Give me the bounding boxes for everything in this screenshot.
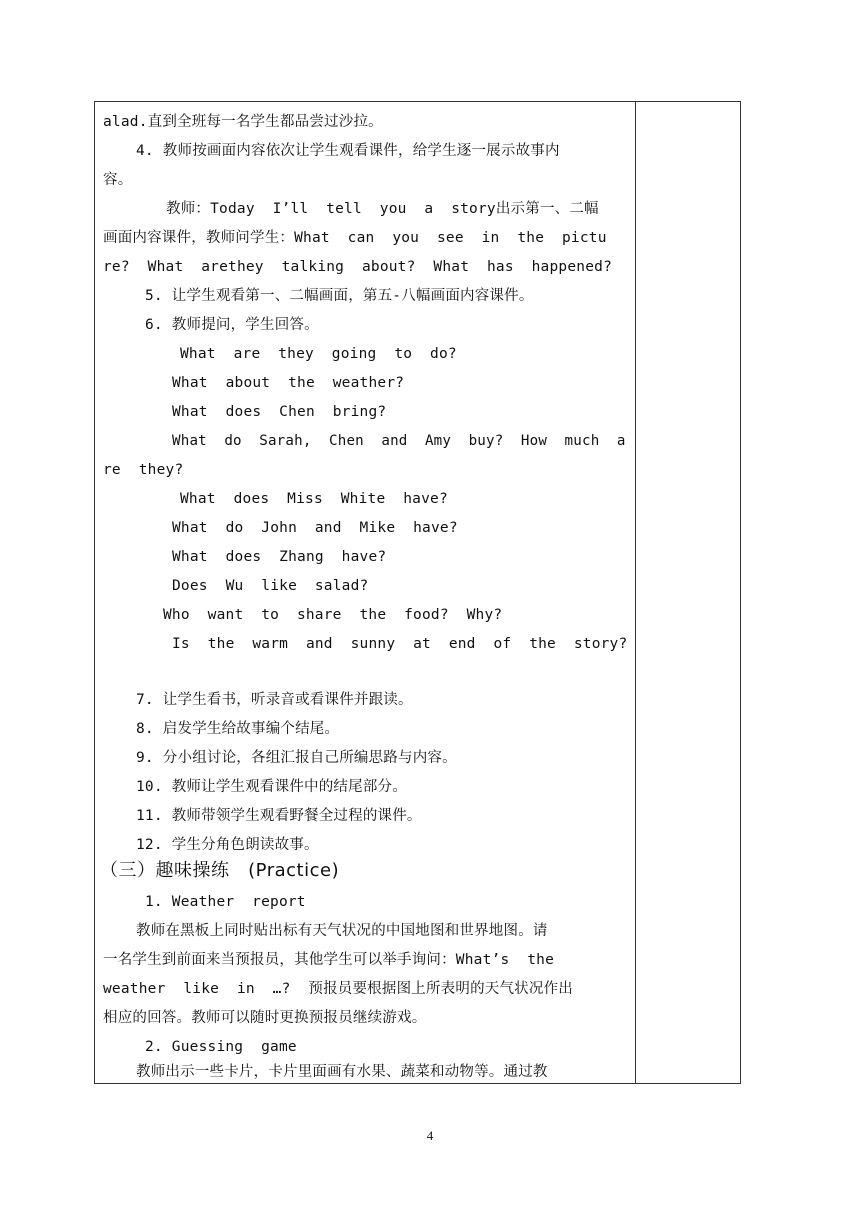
question-line: What does Miss White have? xyxy=(180,491,448,507)
text-line: 2. Guessing game xyxy=(145,1039,297,1055)
question-line: What about the weather? xyxy=(172,375,405,391)
question-line: What do Sarah, Chen and Amy buy? How much a xyxy=(172,433,626,449)
text-line: 教师出示一些卡片，卡片里面画有水果、蔬菜和动物等。通过教 xyxy=(136,1064,548,1080)
section-heading: （三）趣味操练 (Practice) xyxy=(100,860,340,881)
text-line: 5. 让学生观看第一、二幅画面，第五-八幅画面内容课件。 xyxy=(145,288,534,304)
text-line: weather like in …? 预报员要根据图上所表明的天气状况作出 xyxy=(103,981,573,997)
column-divider xyxy=(635,101,636,1084)
page-number: 4 xyxy=(426,1128,434,1143)
text-line: 9. 分小组讨论，各组汇报自己所编思路与内容。 xyxy=(136,750,457,766)
text-line: 教师在黑板上同时贴出标有天气状况的中国地图和世界地图。请 xyxy=(136,923,548,939)
text-line: 一名学生到前面来当预报员，其他学生可以举手询问：What’s the xyxy=(103,952,555,968)
text-line: re? What arethey talking about? What has happened? xyxy=(103,259,612,275)
question-line: Is the warm and sunny at end of the story? xyxy=(172,636,628,652)
question-line: re they? xyxy=(103,462,184,478)
question-line: What does Zhang have? xyxy=(172,549,387,565)
question-line: What does Chen bring? xyxy=(172,404,387,420)
text-line: alad.直到全班每一名学生都品尝过沙拉。 xyxy=(103,114,383,130)
text-line: 画面内容课件，教师问学生：What can you see in the pictu xyxy=(103,230,607,246)
text-line: 相应的回答。教师可以随时更换预报员继续游戏。 xyxy=(103,1010,427,1026)
text-line: 4. 教师按画面内容依次让学生观看课件，给学生逐一展示故事内 xyxy=(136,143,560,159)
text-line: 教师：Today I’ll tell you a story出示第一、二幅 xyxy=(166,201,599,217)
text-line: 11. 教师带领学生观看野餐全过程的课件。 xyxy=(136,808,422,824)
question-line: Who want to share the food? Why? xyxy=(163,607,503,623)
text-line: 10. 教师让学生观看课件中的结尾部分。 xyxy=(136,779,407,795)
text-line: 1. Weather report xyxy=(145,894,306,910)
text-line: 8. 启发学生给故事编个结尾。 xyxy=(136,721,340,737)
text-line: 7. 让学生看书，听录音或看课件并跟读。 xyxy=(136,692,413,708)
text-line: 容。 xyxy=(103,172,133,188)
question-line: What do John and Mike have? xyxy=(172,520,458,536)
text-line: 12. 学生分角色朗读故事。 xyxy=(136,837,319,853)
text-line: 6. 教师提问，学生回答。 xyxy=(145,317,319,333)
question-line: What are they going to do? xyxy=(180,346,457,362)
question-line: Does Wu like salad? xyxy=(172,578,369,594)
